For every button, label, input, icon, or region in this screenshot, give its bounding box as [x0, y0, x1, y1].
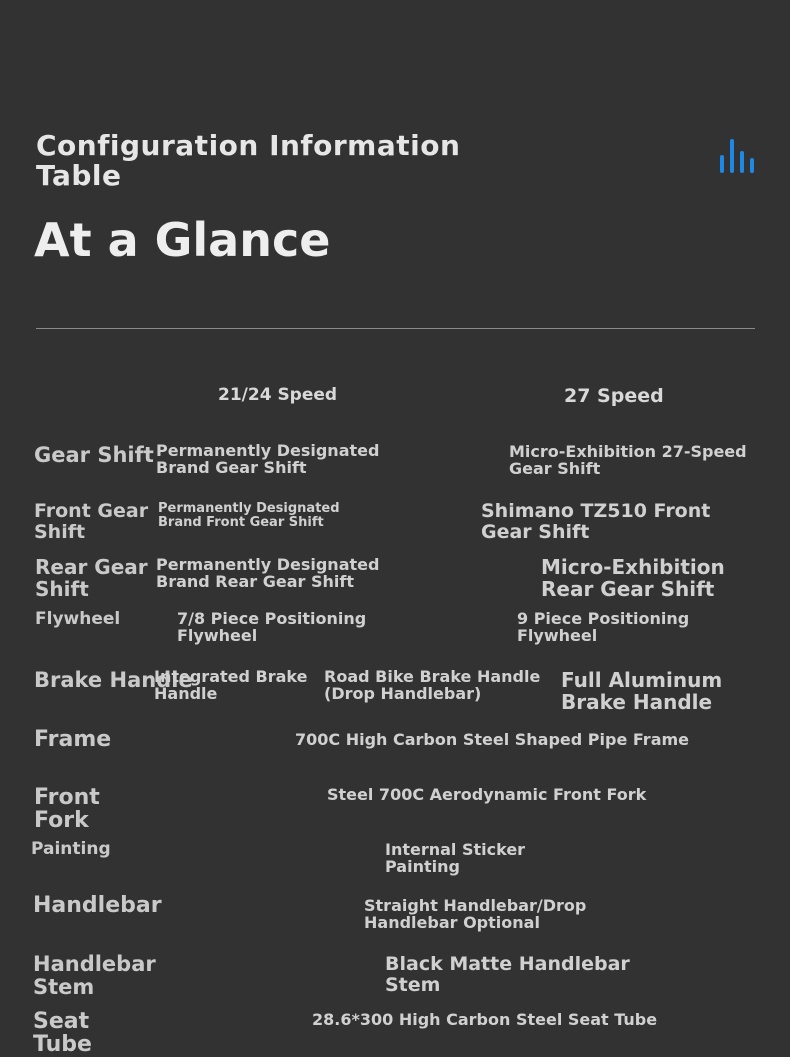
- handlebar-stem-value: Black Matte Handlebar Stem: [385, 953, 630, 996]
- row-label-seat-tube: Seat Tube: [33, 1009, 92, 1057]
- flywheel-value-27: 9 Piece Positioning Flywheel: [517, 609, 690, 645]
- painting-value: Internal Sticker Painting: [385, 840, 526, 876]
- bar-chart-icon: [720, 139, 756, 173]
- row-label-gear-shift: Gear Shift: [34, 443, 154, 467]
- row-label-painting: Painting: [31, 839, 111, 859]
- flywheel-value-21-24: 7/8 Piece Positioning Flywheel: [177, 609, 367, 645]
- gear-shift-value-27: Micro-Exhibition 27-Speed Gear Shift: [509, 442, 747, 478]
- row-label-flywheel: Flywheel: [35, 609, 121, 629]
- divider: [36, 328, 755, 329]
- handlebar-value: Straight Handlebar/Drop Handlebar Optional: [364, 896, 587, 932]
- seat-tube-value: 28.6*300 High Carbon Steel Seat Tube: [312, 1010, 658, 1029]
- row-label-frame: Frame: [34, 727, 112, 752]
- brake-handle-value-27: Full Aluminum Brake Handle: [561, 668, 723, 714]
- row-label-handlebar-stem: Handlebar Stem: [33, 952, 156, 999]
- front-fork-value: Steel 700C Aerodynamic Front Fork: [327, 785, 647, 804]
- row-label-front-gear-shift: Front Gear Shift: [34, 500, 149, 543]
- brake-handle-value-integrated: Integrated Brake Handle: [154, 667, 308, 703]
- front-gear-shift-value-21-24: Permanently Designated Brand Front Gear Shift: [158, 501, 340, 530]
- frame-value: 700C High Carbon Steel Shaped Pipe Frame: [295, 730, 690, 749]
- column-header-27-speed: 27 Speed: [564, 385, 664, 407]
- row-label-front-fork: Front Fork: [34, 785, 100, 833]
- row-label-brake-handle: Brake Handle: [34, 668, 193, 692]
- row-label-handlebar: Handlebar: [33, 893, 162, 918]
- page-title: Configuration Information Table: [36, 129, 461, 192]
- row-label-rear-gear-shift: Rear Gear Shift: [35, 555, 148, 601]
- brake-handle-value-road: Road Bike Brake Handle (Drop Handlebar): [324, 667, 541, 703]
- gear-shift-value-21-24: Permanently Designated Brand Gear Shift: [156, 441, 380, 477]
- rear-gear-shift-value-21-24: Permanently Designated Brand Rear Gear Shift: [156, 555, 380, 591]
- front-gear-shift-value-27: Shimano TZ510 Front Gear Shift: [481, 500, 711, 543]
- page-subtitle: At a Glance: [34, 213, 331, 267]
- column-header-21-24-speed: 21/24 Speed: [218, 385, 338, 405]
- rear-gear-shift-value-27: Micro-Exhibition Rear Gear Shift: [541, 555, 725, 601]
